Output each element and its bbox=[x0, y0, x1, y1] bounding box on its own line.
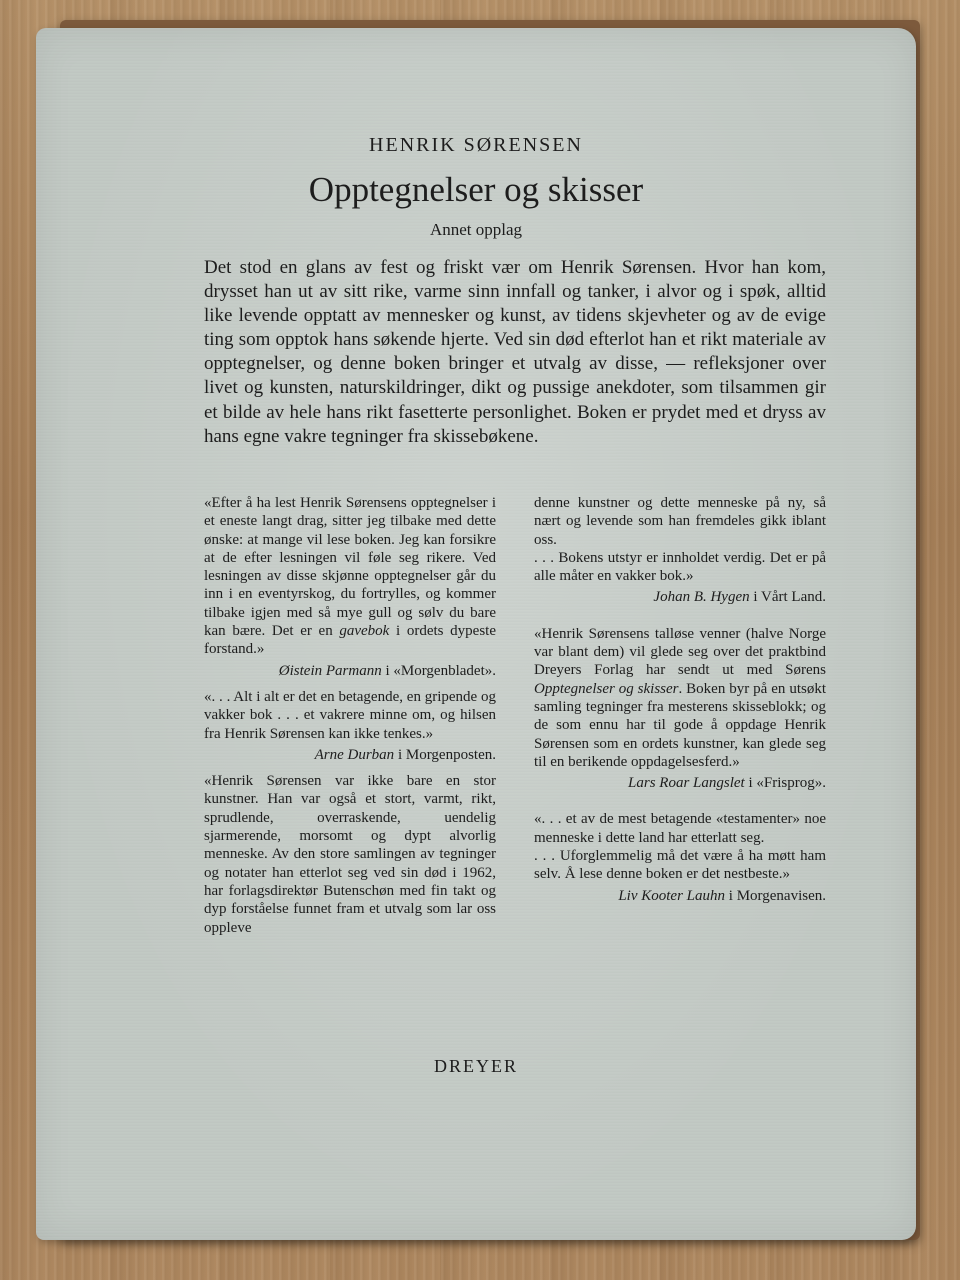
review-attribution-hygen: Johan B. Hygen i Vårt Land. bbox=[653, 589, 826, 606]
review-quote-lauhn-part2: . . . Uforglemmelig må det være å ha møtt ham selv. Å lese denne boken er det nestbeste.» bbox=[534, 848, 826, 883]
review-attribution-lauhn: Liv Kooter Lauhn i Morgenavisen. bbox=[618, 887, 826, 904]
reviews-right-column bbox=[534, 494, 826, 913]
review-quote-hygen-part1: «Henrik Sørensen var ikke bare en stor kunstner. Han var også et stort, varmt, rikt, sprudlende, overraskende, uendelig sjarmerende, morsomt og dypt alvorlig menneske. Av den store samlingen av tegninger og notater han etterlot seg ved sin død i 1962, har forlagsdirektør Butenschøn med fin takt og dyp forståelse funnet fram et utvalg som lar oss oppleve bbox=[204, 773, 496, 936]
reviews-left-column bbox=[204, 494, 496, 937]
author-name: HENRIK SØRENSEN bbox=[369, 134, 583, 156]
review-attribution-parmann: Øistein Parmann i «Morgenbladet». bbox=[278, 662, 496, 679]
review-quote-parmann: «Efter å ha lest Henrik Sørensens opptegnelser i et eneste langt drag, sitter jeg tilbake med dette ønske: at mange vil lese boken. Jeg kan forsikre at de efter lesningen vil føle seg rikere. Ved lesningen av disse skjønne opptegnelser går du inn i en eventyrskog, du fortrylles, og kommer tilbake igjen med så mye gull og sølv du bare kan bære. Det er en gavebok i ordets dypeste forstand.» bbox=[204, 495, 496, 658]
review-attribution-langslet: Lars Roar Langslet i «Frisprog». bbox=[628, 775, 826, 792]
review-quote-lauhn-part1: «. . . et av de mest betagende «testamenter» noe menneske i dette land har etterlatt seg. bbox=[534, 811, 826, 846]
review-quote-hygen-part2: denne kunstner og dette menneske på ny, så nært og levende som han fremdeles gikk iblant oss. bbox=[534, 495, 826, 548]
book-blurb: Det stod en glans av fest og friskt vær om Henrik Sørensen. Hvor han kom, drysset han ut av sitt rike, varme sinn innfall og tanker, i alvor og i spøk, alltid like levende opptatt av mennesker og kunst, av tidens skjevheter og av de evige ting som opptok hans søkende hjerte. Ved sin død efterlot han et rikt materiale av opptegnelser, og denne boken bringer et utvalg av disse, — refleksjoner over livet og kunsten, naturskildringer, dikt og pussige anekdoter, som tilsammen gir et bilde av hele hans rikt fasetterte personlighet. Boken er prydet med et dryss av hans egne vakre tegninger fra skissebøkene. bbox=[204, 257, 826, 447]
review-attribution-durban: Arne Durban i Morgenposten. bbox=[314, 746, 496, 763]
review-quote-hygen-part3: . . . Bokens utstyr er innholdet verdig. Det er på alle måter en vakker bok.» bbox=[534, 549, 826, 585]
book-title: Opptegnelser og skisser bbox=[308, 170, 644, 209]
book-back-cover bbox=[36, 28, 916, 1240]
review-quote-durban: «. . . Alt i alt er det en betagende, en gripende og vakker bok . . . et vakrere minne om, og hilsen fra Henrik Sørensen kan ikke tenkes.» bbox=[204, 688, 496, 742]
publisher-name: DREYER bbox=[434, 1056, 518, 1076]
edition-label: Annet opplag bbox=[429, 220, 523, 239]
review-quote-langslet: «Henrik Sørensens talløse venner (halve Norge var blant dem) vil glede seg over det praktbind Dreyers Forlag har sendt ut med Sørens Opptegnelser og skisser. Boken byr på en utsøkt samling tegninger fra mesterens skisseblokk; og de som ennu har til gode å oppdage Henrik Sørensen som en ordets kunstner, kan glede seg til en berikende oppdagelsesferd.» bbox=[534, 625, 826, 770]
